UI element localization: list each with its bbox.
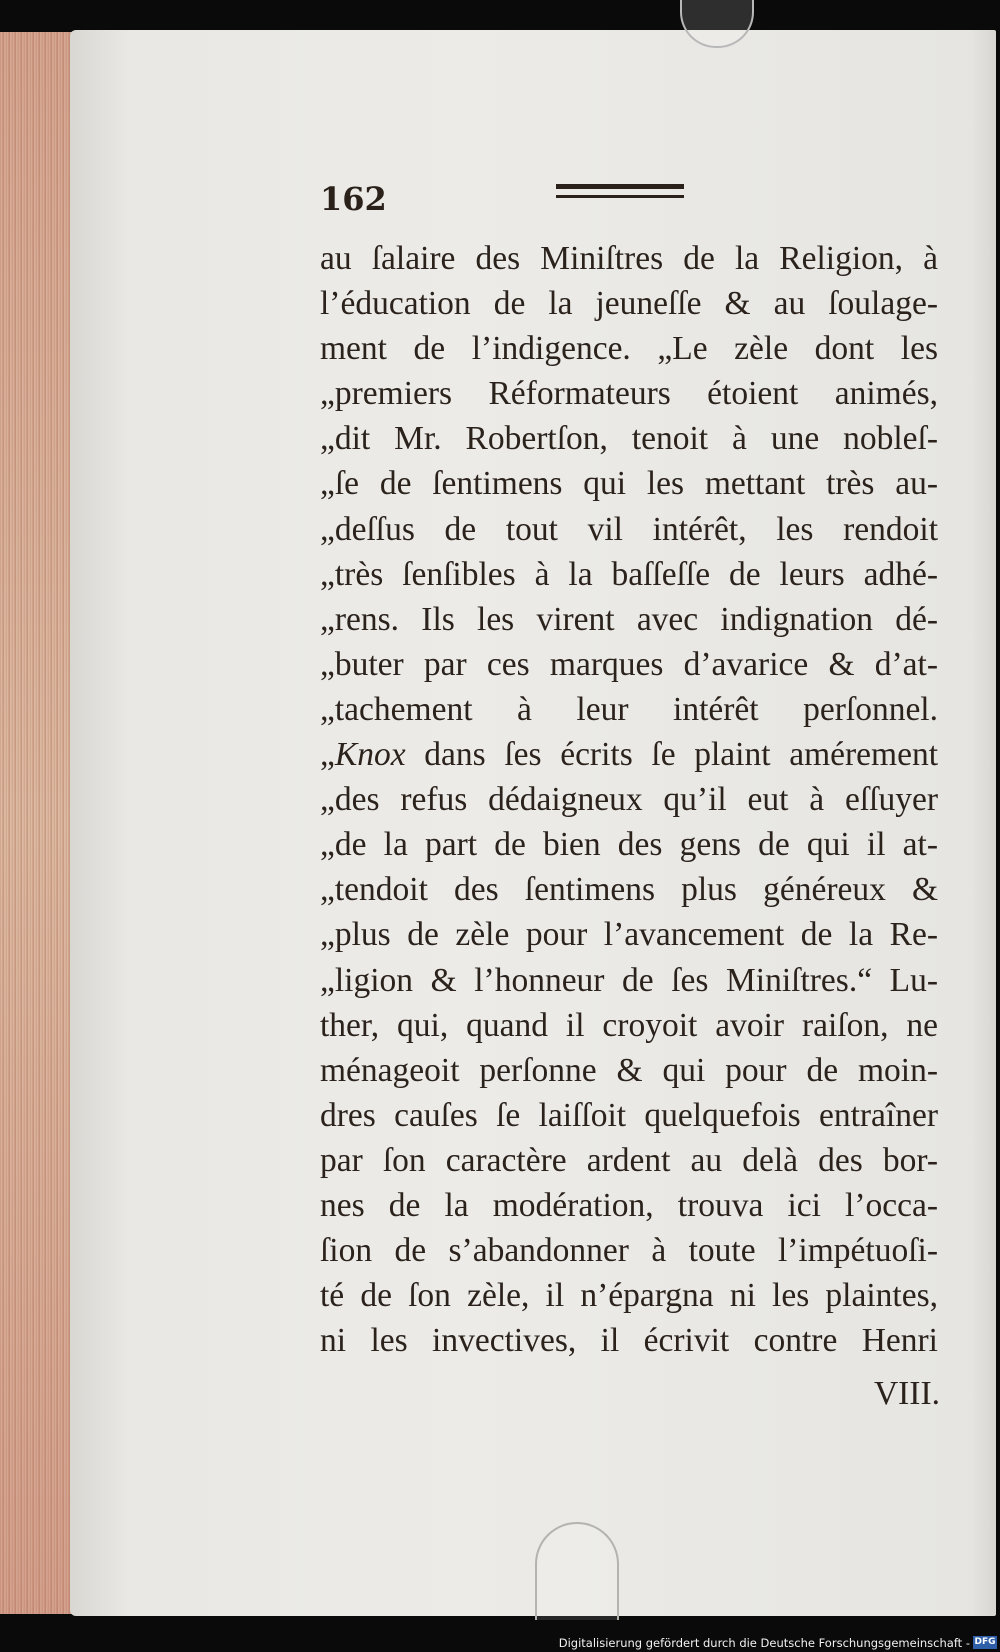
text-line: „ſe de ſentimens qui les mettant très au- — [320, 465, 938, 503]
text-line: „tendoit des ſentimens plus généreux & — [320, 871, 938, 909]
text-line: ſion de s’abandonner à toute l’impétuoſi- — [320, 1232, 938, 1270]
text-line: „buter par ces marques d’avarice & d’at- — [320, 645, 938, 683]
italic-name-knox: Knox — [334, 736, 406, 774]
dfg-logo-icon: DFG — [974, 1637, 996, 1647]
text-fragment: dans ſes écrits ſe plaint amérement — [405, 736, 938, 774]
footer-credit: Digitalisierung gefördert durch die Deutsche Forschungsgemeinschaft - — [558, 1636, 970, 1650]
book-fore-edge — [0, 32, 79, 1614]
text-line: „deſſus de tout vil intérêt, les rendoit — [320, 510, 938, 548]
body-text — [320, 236, 938, 1363]
text-line: „très ſenſibles à la baſſeſſe de leurs adhé- — [320, 555, 938, 593]
text-line: l’éducation de la jeuneſſe & au ſoulage- — [320, 285, 938, 323]
text-line: par ſon caractère ardent au delà des bor- — [320, 1141, 938, 1179]
text-line: „rens. Ils les virent avec indignation dé- — [320, 600, 938, 638]
running-head — [320, 180, 940, 220]
text-line: ménageoit perſonne & qui pour de moin- — [320, 1051, 938, 1089]
text-line: ni les invectives, il écrivit contre Henri — [320, 1322, 938, 1360]
text-line: „ligion & l’honneur de ſes Miniſtres.“ Lu- — [320, 961, 938, 999]
text-line: au ſalaire des Miniſtres de la Religion, à — [320, 240, 938, 277]
quote-mark: „ — [320, 736, 335, 774]
header-rule — [556, 184, 684, 198]
text-line: té de ſon zèle, il n’épargna ni les plaintes, — [320, 1277, 938, 1315]
text-line: ment de l’indigence. „Le zèle dont les — [320, 330, 938, 368]
text-line: „des refus dédaigneux qu’il eut à eſſuyer — [320, 781, 938, 819]
text-line: dres cauſes ſe laiſſoit quelquefois entraîner — [320, 1096, 938, 1134]
text-line: „de la part de bien des gens de qui il at- — [320, 826, 938, 864]
text-line: nes de la modération, trouva ici l’occa- — [320, 1186, 938, 1224]
text-line: „tachement à leur intérêt perſonnel. — [320, 690, 938, 728]
page-number: 162 — [320, 180, 387, 218]
catchword: VIII. — [873, 1375, 940, 1412]
thumb-holder-bottom — [535, 1522, 619, 1620]
text-line: „premiers Réformateurs étoient animés, — [320, 375, 938, 413]
text-line: ther, qui, quand il croyoit avoir raiſon, ne — [320, 1006, 938, 1044]
text-line: „plus de zèle pour l’avancement de la Re- — [320, 916, 938, 954]
text-line: „dit Mr. Robertſon, tenoit à une nobleſ- — [320, 420, 938, 458]
text-line-knox — [320, 732, 938, 777]
